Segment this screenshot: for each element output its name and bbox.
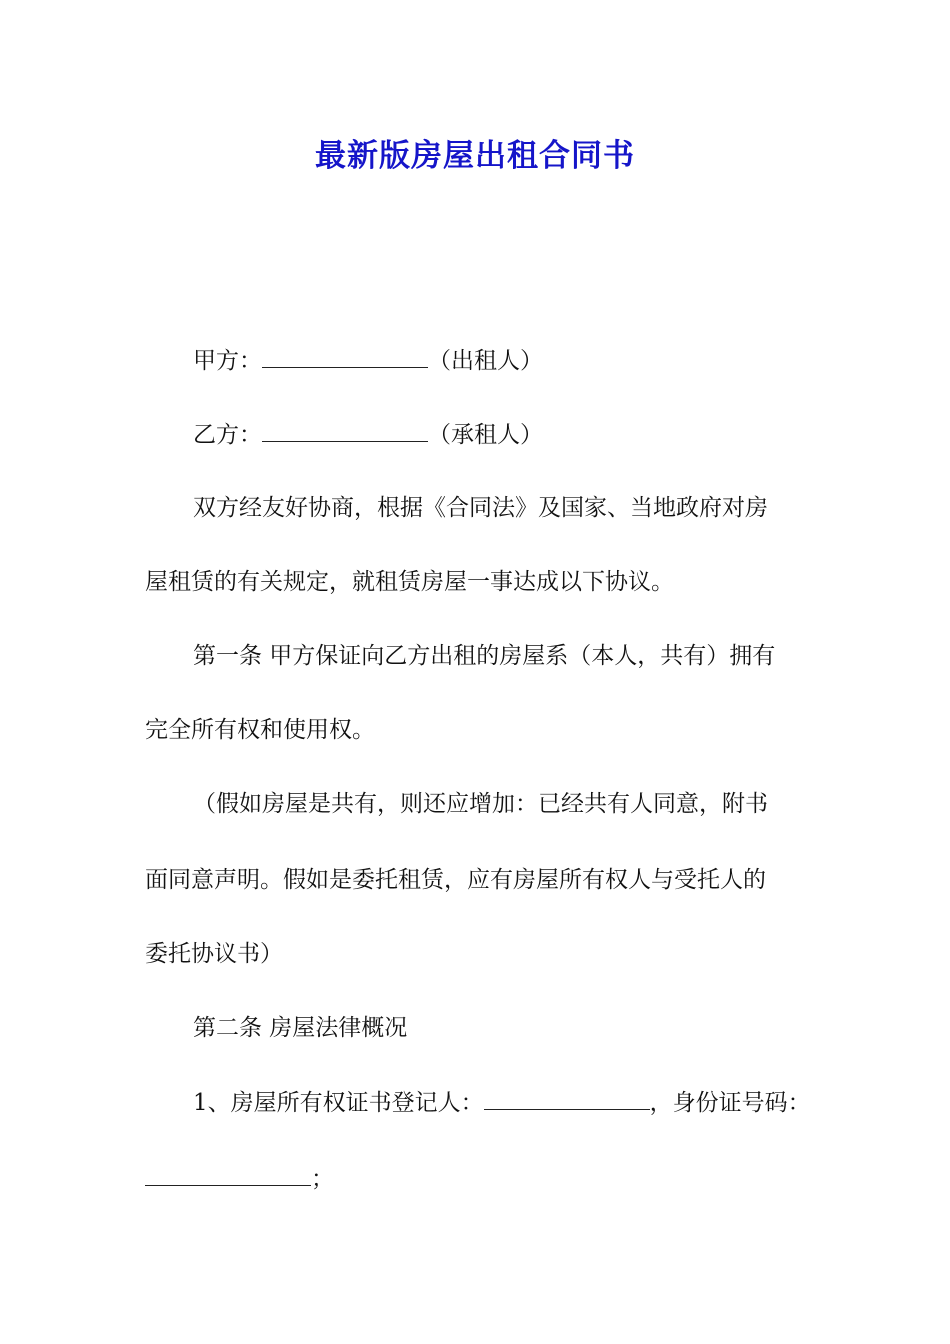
note-line-3: 委托协议书） bbox=[145, 941, 283, 967]
item1-end: ； bbox=[311, 1166, 334, 1192]
article1-line-1: 第一条 甲方保证向乙方出租的房屋系（本人，共有）拥有 bbox=[193, 643, 776, 669]
note-line-2: 面同意声明。假如是委托租赁，应有房屋所有权人与受托人的 bbox=[145, 867, 766, 893]
intro-line-1: 双方经友好协商，根据《合同法》及国家、当地政府对房 bbox=[193, 495, 768, 521]
party-b-label: 乙方： bbox=[193, 422, 262, 448]
party-b-blank bbox=[262, 419, 428, 442]
document-title: 最新版房屋出租合同书 bbox=[315, 138, 635, 174]
item1-line-1 bbox=[193, 1087, 811, 1118]
intro-line-2: 屋租赁的有关规定，就租赁房屋一事达成以下协议。 bbox=[145, 569, 674, 595]
item1-line-2 bbox=[145, 1163, 334, 1194]
id-number-blank bbox=[145, 1163, 311, 1186]
item1-label: 1、房屋所有权证书登记人： bbox=[193, 1090, 484, 1116]
party-a-blank bbox=[262, 345, 428, 368]
party-a-label: 甲方： bbox=[193, 348, 262, 374]
party-b-line bbox=[193, 419, 543, 450]
item1-id-label: ，身份证号码： bbox=[649, 1090, 811, 1116]
article1-line-2: 完全所有权和使用权。 bbox=[145, 717, 375, 743]
party-a-role: （出租人） bbox=[428, 348, 543, 374]
party-b-role: （承租人） bbox=[428, 422, 543, 448]
party-a-line bbox=[193, 345, 543, 376]
article2-heading: 第二条 房屋法律概况 bbox=[193, 1015, 408, 1041]
note-line-1: （假如房屋是共有，则还应增加：已经共有人同意，附书 bbox=[193, 791, 768, 817]
owner-name-blank bbox=[484, 1087, 650, 1110]
